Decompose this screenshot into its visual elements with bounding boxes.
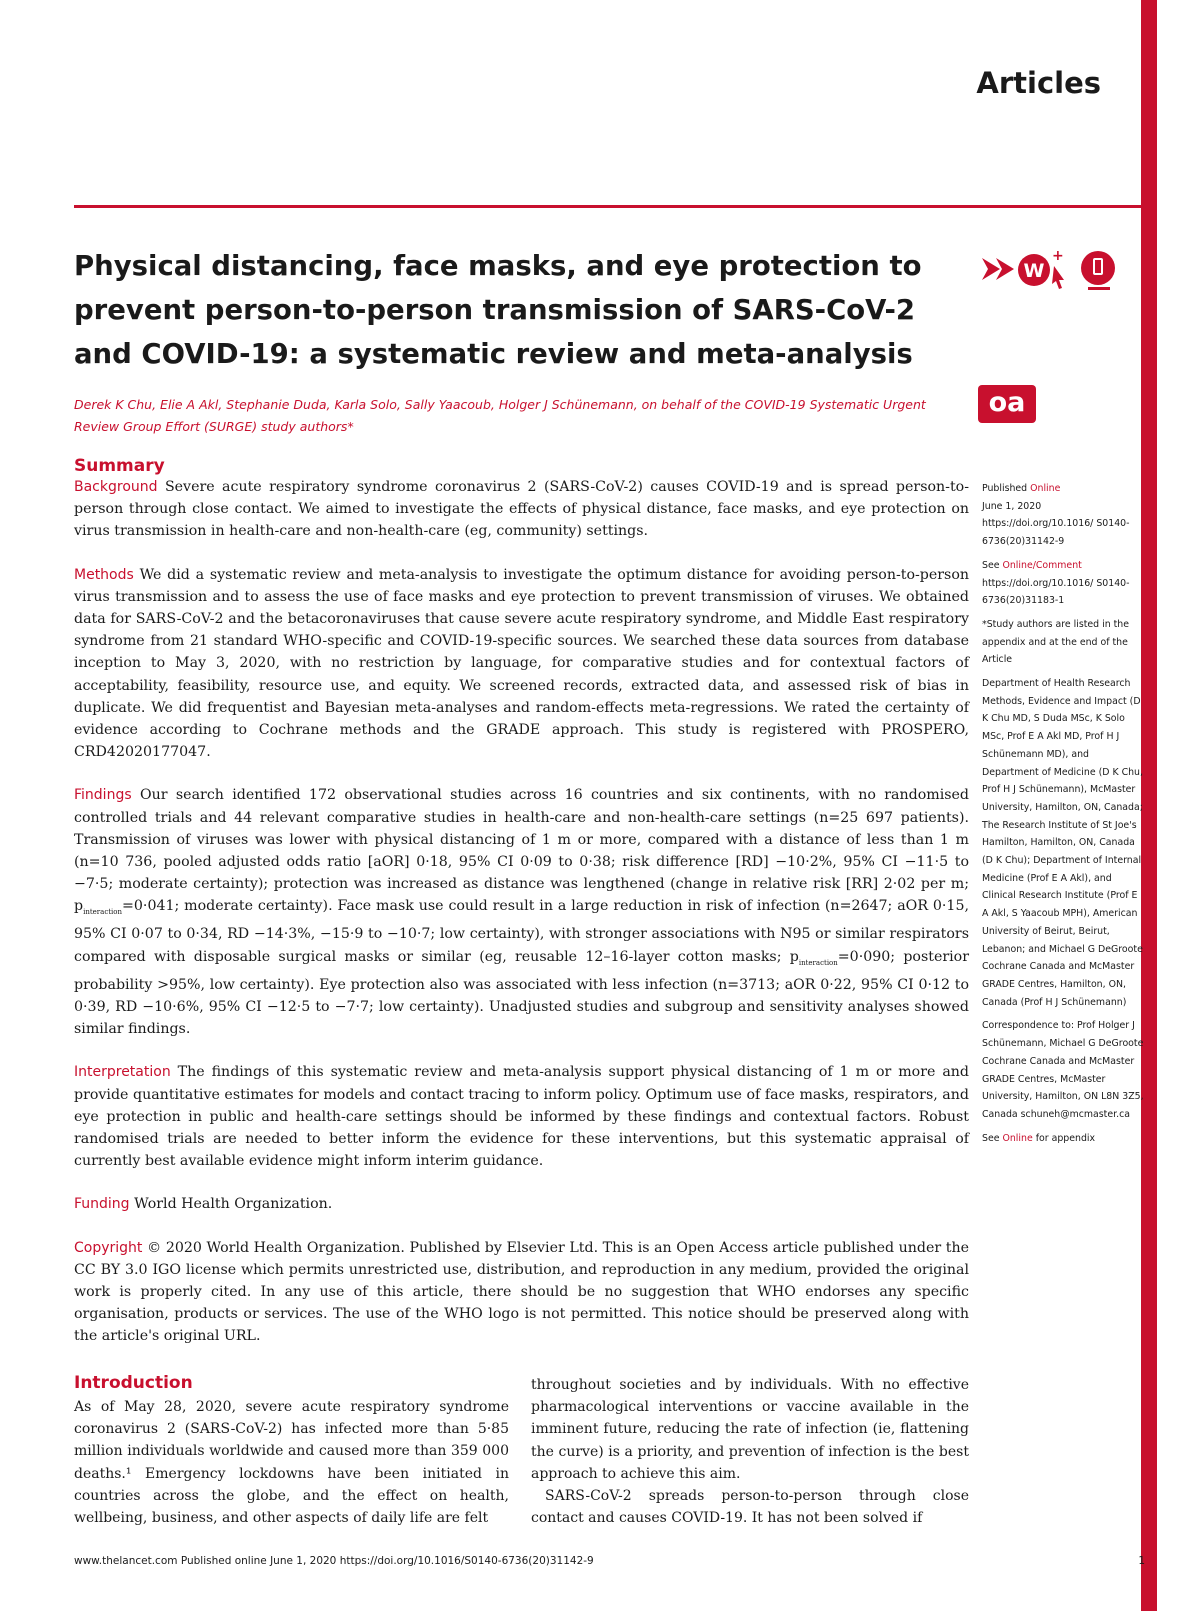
findings-label: Findings (74, 787, 132, 804)
appendix-rest: for appendix (1035, 1132, 1096, 1144)
publication-info (982, 480, 1144, 551)
published-online-link[interactable]: Online (1030, 483, 1061, 494)
svg-text:+: + (1052, 248, 1064, 264)
methods-text: We did a systematic review and meta-analysis to investigate the optimum distance for avoiding person-to-person virus transmission and to assess the use of face masks and eye protection to prevent transmission of viruses. We obtained data for SARS-CoV-2 and the betacoronaviruses that cause severe acute respiratory syndrome, and Middle East respiratory syndrome from 21 standard WHO-specific and COVID-19-specific sources. We searched these data sources from database inception to May 3, 2020, with no restriction by language, for comparative studies and for contextual factors of acceptability, feasibility, resource use, and equity. We screened records, extracted data, and assessed risk of bias in duplicate. We did frequentist and Bayesian meta-analyses and random-effects meta-regressions. We rated the certainty of evidence according to Cochrane methods and the GRADE approach. This study is registered with PROSPERO, CRD42020177047. (74, 566, 970, 761)
findings-text-1: Our search identified 172 observational studies across 16 countries and six continents, with no randomised controlled trials and 44 relevant comparative studies in health-care and non-health-care settings (n=25 697 patients). Transmission of viruses was lower with physical distancing of 1 m or more, compared with a distance of less than 1 m (n=10 736, pooled adjusted odds ratio [aOR] 0·18, 95% CI 0·09 to 0·38; risk difference [RD] −10·2%, 95% CI −11·5 to −7·5; moderate certainty); protection was increased as distance was lengthened (change in relative risk [RR] 2·02 per m; p (74, 787, 970, 915)
page-number: 1 (1138, 1555, 1145, 1567)
background-label: Background (74, 479, 158, 495)
findings-subscript: interaction (83, 908, 123, 917)
section-label: Articles (976, 66, 1101, 100)
published-label: Published (982, 483, 1028, 494)
summary-heading: Summary (74, 456, 165, 476)
affiliations: Department of Health Research Methods, Evidence and Impact (D K Chu MD, S Duda MSc, K Solo MSc, Prof E A Akl MD, Prof H J Schünemann MD), and Department of Medicine (D K Chu, Prof H J Schünemann), McMaster University, Hamilton, ON, Canada; The Research Institute of St Joe's Hamilton, Hamilton, ON, Canada (D K Chu); Department of Internal Medicine (Prof E A Akl), and Clinical Research Institute (Prof E A Akl, S Yaacoub MPH), American University of Beirut, Beirut, Lebanon; and Michael G DeGroote Cochrane Canada and McMaster GRADE Centres, Hamilton, ON, Canada (Prof H J Schünemann) (982, 678, 1143, 1008)
findings-paragraph (74, 784, 969, 1040)
comment-info (982, 557, 1144, 610)
interpretation-label: Interpretation (74, 1064, 171, 1081)
comment-doi-link[interactable]: https://doi.org/10.1016/ S0140-6736(20)31183-1 (982, 577, 1130, 607)
copyright-paragraph (74, 1237, 969, 1348)
w-plus-icon[interactable] (1018, 248, 1064, 289)
interpretation-text: The findings of this systematic review and meta-analysis support physical distancing of 1 m or more and provide quantitative estimates for models and contact tracing to inform policy. Optimum use of face masks, respirators, and eye protection in public and health-care settings should be informed by these findings and contextual factors. Robust randomised trials are needed to better inform the evidence for these interventions, but this systematic appraisal of currently best available evidence might inform interim guidance. (74, 1064, 970, 1170)
published-doi-link[interactable]: https://doi.org/10.1016/ S0140-6736(20)31142-9 (982, 518, 1130, 548)
appendix-see: See (982, 1132, 1000, 1144)
paper-title: Physical distancing, face masks, and eye protection to prevent person-to-person transmission of SARS-CoV-2 and COVID-19: a systematic review and meta-analysis (74, 250, 922, 370)
findings-text-3: =0·090; posterior probability >95%, low certainty). Eye protection also was associated with less infection (n=3713; aOR 0·22, 95% CI 0·12 to 0·39, RD −10·6%, 95% CI −12·5 to −7·7; low certainty). Unadjusted studies and subgroup and sensitivity analyses showed similar findings. (74, 948, 969, 1038)
page-footer: www.thelancet.com Published online June 1, 2020 https://doi.org/10.1016/S0140-6736(20)31142-9 (74, 1555, 594, 1567)
findings-subscript-2: interaction (798, 958, 838, 967)
crossmark-icon[interactable] (1081, 251, 1115, 290)
authors-note: *Study authors are listed in the appendix and at the end of the Article (982, 618, 1130, 666)
background-text: Severe acute respiratory syndrome coronavirus 2 (SARS-CoV-2) causes COVID-19 and is spread person-to-person through close contact. We aimed to investigate the effects of physical distance, face masks, and eye protection on virus transmission in health-care and non-health-care (eg, community) settings. (74, 479, 969, 540)
article-icons (978, 244, 1138, 294)
title-rule (74, 205, 1142, 208)
comment-link[interactable]: Online/Comment (1002, 559, 1082, 571)
methods-paragraph (74, 564, 969, 764)
summary-body (74, 476, 969, 1369)
copyright-text: © 2020 World Health Organization. Published by Elsevier Ltd. This is an Open Access article published under the CC BY 3.0 IGO license which permits unrestricted use, distribution, and reproduction in any medium, provided the original work is properly cited. In any use of this article, there should be no suggestion that WHO endorses any specific organisation, products or services. The use of the WHO logo is not permitted. This notice should be preserved along with the article's original URL. (74, 1239, 970, 1345)
funding-label: Funding (74, 1196, 130, 1213)
funding-text: World Health Organization. (134, 1196, 333, 1213)
intro-col2-paragraph-1: throughout societies and by individuals. With no effective pharmacological interventions or vaccine available in the imminent future, reducing the rate of infection (ie, flattening the curve) is a priority, and prevention of infection is the best approach to achieve this aim. (531, 1377, 969, 1482)
introduction-column-2 (531, 1374, 969, 1529)
correspondence: Correspondence to: Prof Holger J Schünemann, Michael G DeGroote Cochrane Canada and McMaster GRADE Centres, McMaster University, Hamilton, ON L8N 3Z5, Canada schuneh@mcmaster.ca (982, 1020, 1144, 1120)
background-paragraph (74, 476, 969, 543)
share-arrow-icon[interactable] (982, 258, 1014, 280)
intro-col2-paragraph-2: SARS-CoV-2 spreads person-to-person through close contact and causes COVID-19. It has not been solved if (531, 1488, 969, 1527)
introduction-column-1: As of May 28, 2020, severe acute respiratory syndrome coronavirus 2 (SARS-CoV-2) has infected more than 5·85 million individuals worldwide and caused more than 359 000 deaths.¹ Emergency lockdowns have been initiated in countries across the globe, and the effect on health, wellbeing, business, and other aspects of daily life are felt (74, 1399, 509, 1527)
published-date: June 1, 2020 (982, 500, 1042, 512)
svg-text:W: W (1023, 260, 1045, 282)
introduction-heading: Introduction (74, 1373, 193, 1393)
funding-paragraph (74, 1193, 969, 1215)
see-label: See (982, 559, 1000, 571)
interpretation-paragraph (74, 1061, 969, 1172)
methods-label: Methods (74, 566, 134, 583)
appendix-link[interactable]: Online (1002, 1132, 1033, 1144)
appendix-note (982, 1130, 1144, 1148)
open-access-icon[interactable]: oa (978, 385, 1036, 423)
findings-text-2: =0·041; moderate certainty). Face mask use could result in a large reduction in risk of infection (n=2647; aOR 0·15, 95% CI 0·07 to 0·34, RD −14·3%, −15·9 to −10·7; low certainty), with stronger associations with N95 or similar respirators compared with disposable surgical masks or similar (eg, reusable 12–16-layer cotton masks; p (74, 898, 969, 965)
author-list[interactable]: Derek K Chu, Elie A Akl, Stephanie Duda, Karla Solo, Sally Yaacoub, Holger J Schünemann, on behalf of the COVID-19 Systematic Urgent Review Group Effort (SURGE) study authors* (74, 397, 926, 434)
sidebar-notes (982, 480, 1144, 1153)
copyright-label: Copyright (74, 1239, 143, 1256)
